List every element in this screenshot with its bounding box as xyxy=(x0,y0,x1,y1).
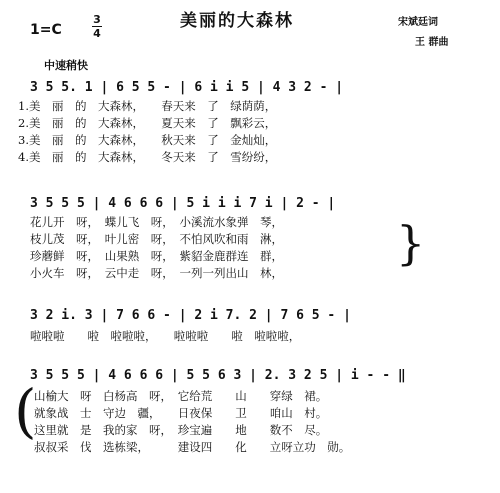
lyrics-block-1 xyxy=(18,98,276,166)
tempo-marking: 中速稍快 xyxy=(44,59,88,72)
lyric-line-4-3: 这里就 是 我的家 呀， 珍宝遍 地 数不 尽。 xyxy=(34,423,328,437)
lyric-line-2-1: 花儿开 呀， 蝶儿飞 呀， 小溪流水象弹 琴， xyxy=(30,215,283,229)
lyric-line-2-3: 珍蘑鲜 呀， 山果熟 呀， 紫貂金鹿群连 群， xyxy=(30,249,283,263)
notation-line-4: 3 5 5 5 | 4 6 6 6 | 5 5 6 3 | 2. 3 2 5 | i - - ‖ xyxy=(30,368,406,383)
song-title: 美丽的大森林 xyxy=(180,11,294,31)
lyrics-block-3 xyxy=(30,328,300,345)
notation-line-2: 3 5 5 5 | 4 6 6 6 | 5 i i i 7 i | 2 - | xyxy=(30,196,336,211)
lyricist-credit: 宋斌廷词 xyxy=(398,17,438,28)
lyric-line-1-4: 4.美 丽 的 大森林， 冬天来 了 雪纷纷， xyxy=(18,150,277,164)
lyric-line-1-3: 3.美 丽 的 大森林， 秋天来 了 金灿灿， xyxy=(18,133,277,147)
time-signature-top: 3 xyxy=(93,13,101,26)
lyric-line-2-4: 小火车 呀， 云中走 呀， 一列一列出山 林， xyxy=(30,266,283,280)
lyric-line-1-2: 2.美 丽 的 大森林， 夏天来 了 飘彩云， xyxy=(18,116,277,130)
lyrics-block-2 xyxy=(30,214,283,282)
notation-line-3: 3 2 i. 3 | 7 6 6 - | 2 i 7. 2 | 7 6 5 - | xyxy=(30,308,351,323)
lyric-line-2-2: 枝儿茂 呀， 叶儿密 呀， 不怕风吹和雨 淋， xyxy=(30,232,283,246)
key-signature: 1=C xyxy=(30,22,62,38)
lyric-line-3-1: 啦啦啦 啦 啦啦啦， 啦啦啦 啦 啦啦啦， xyxy=(30,329,301,343)
lyric-line-4-1: 山榆大 呀 白杨高 呀， 它给荒 山 穿绿 裙。 xyxy=(34,389,328,403)
lyrics-bracket: ( xyxy=(14,377,37,445)
lyric-line-4-4: 叔叔采 伐 选栋梁， 建设四 化 立呀立功 勋。 xyxy=(34,440,351,454)
lyric-line-1-1: 1.美 丽 的 大森林， 春天来 了 绿荫荫， xyxy=(18,99,277,113)
repeat-brace: } xyxy=(396,216,426,270)
lyric-line-4-2: 就象战 士 守边 疆， 日夜保 卫 咱山 村。 xyxy=(34,406,328,420)
time-signature xyxy=(92,14,102,39)
time-signature-bottom: 4 xyxy=(93,27,101,40)
notation-line-1: 3 5 5. 1 | 6 5 5 - | 6 i i 5 | 4 3 2 - | xyxy=(30,80,344,95)
lyrics-block-4 xyxy=(34,388,350,456)
composer-credit: 王 群曲 xyxy=(415,37,449,48)
